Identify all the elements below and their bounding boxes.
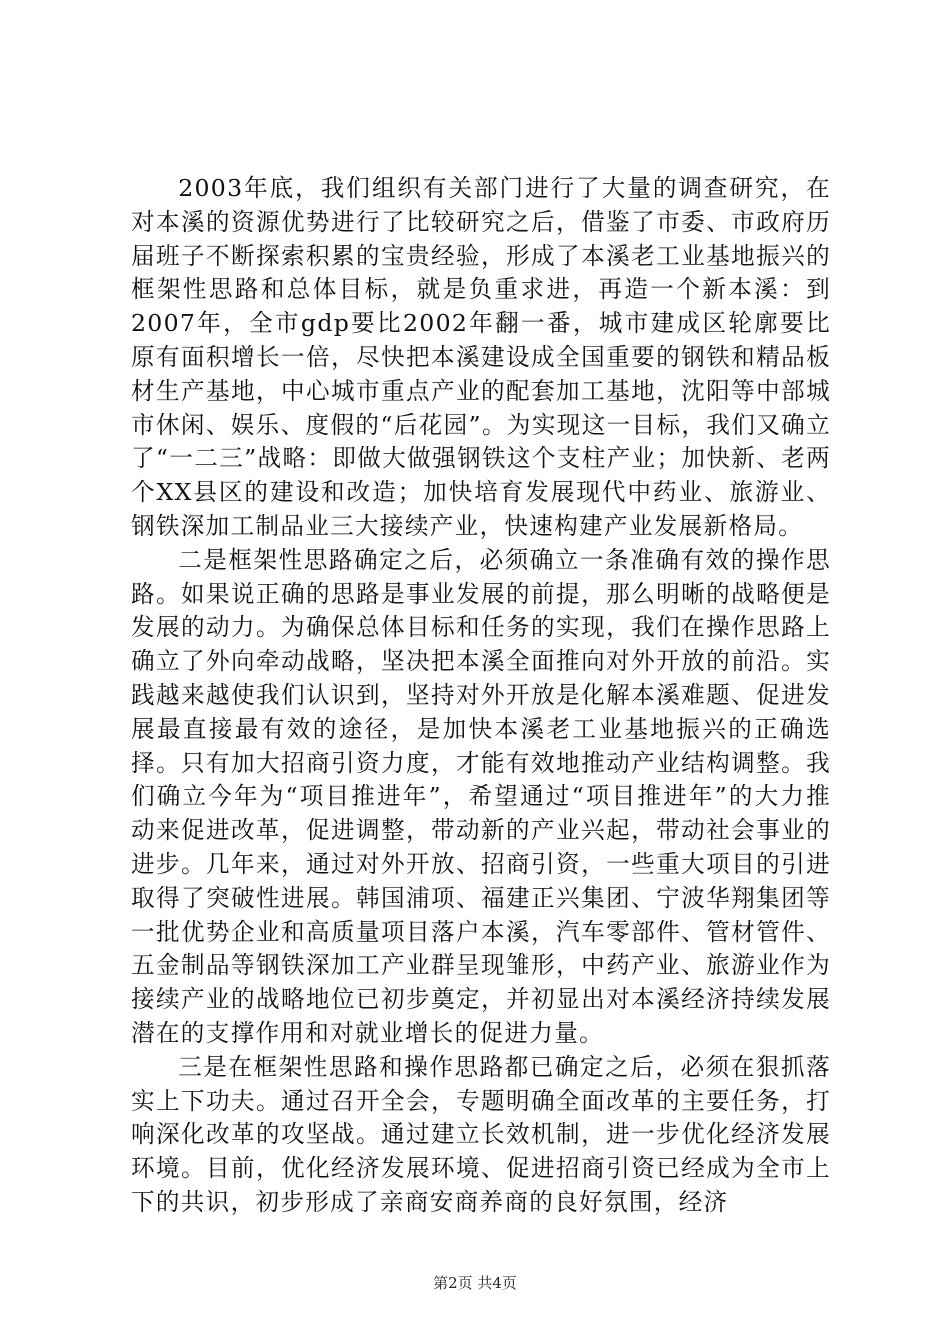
- paragraph-1: 2003年底，我们组织有关部门进行了大量的调查研究，在对本溪的资源优势进行了比较研究之后，借鉴了市委、市政府历届班子不断探索积累的宝贵经验，形成了本溪老工业基地振兴的框架性思路和总体目标，就是负重求进，再造一个新本溪：到2007年，全市gdp要比2002年翻一番，城市建成区轮廓要比原有面积增长一倍，尽快把本溪建设成全国重要的钢铁和精品板材生产基地，中心城市重点产业的配套加工基地，沈阳等中部城市休闲、娱乐、度假的“后花园”。为实现这一目标，我们又确立了“一二三”战略：即做大做强钢铁这个支柱产业；加快新、老两个XX县区的建设和改造；加快培育发展现代中药业、旅游业、钢铁深加工制品业三大接续产业，快速构建产业发展新格局。: [131, 174, 831, 540]
- paragraph-3: 三是在框架性思路和操作思路都已确定之后，必须在狠抓落实上下功夫。通过召开全会，专题明确全面改革的主要任务，打响深化改革的攻坚战。通过建立长效机制，进一步优化经济发展环境。目前，优化经济发展环境、促进招商引资已经成为全市上下的共识，初步形成了亲商安商养商的良好氛围，经济: [131, 1052, 831, 1216]
- paragraph-2: 二是框架性思路确定之后，必须确立一条准确有效的操作思路。如果说正确的思路是事业发展的前提，那么明晰的战略便是发展的动力。为确保总体目标和任务的实现，我们在操作思路上确立了外向牵动战略，坚决把本溪全面推向对外开放的前沿。实践越来越使我们认识到，坚持对外开放是化解本溪难题、促进发展最直接最有效的途径，是加快本溪老工业基地振兴的正确选择。只有加大招商引资力度，才能有效地推动产业结构调整。我们确立今年为“项目推进年”，希望通过“项目推进年”的大力推动来促进改革，促进调整，带动新的产业兴起，带动社会事业的进步。几年来，通过对外开放、招商引资，一些重大项目的引进取得了突破性进展。韩国浦项、福建正兴集团、宁波华翔集团等一批优势企业和高质量项目落户本溪，汽车零部件、管材管件、五金制品等钢铁深加工产业群呈现雏形，中药产业、旅游业作为接续产业的战略地位已初步奠定，并初显出对本溪经济持续发展潜在的支撑作用和对就业增长的促进力量。: [131, 545, 831, 1047]
- document-body: [131, 172, 831, 1220]
- page-number-footer: 第2页 共4页: [433, 1274, 517, 1292]
